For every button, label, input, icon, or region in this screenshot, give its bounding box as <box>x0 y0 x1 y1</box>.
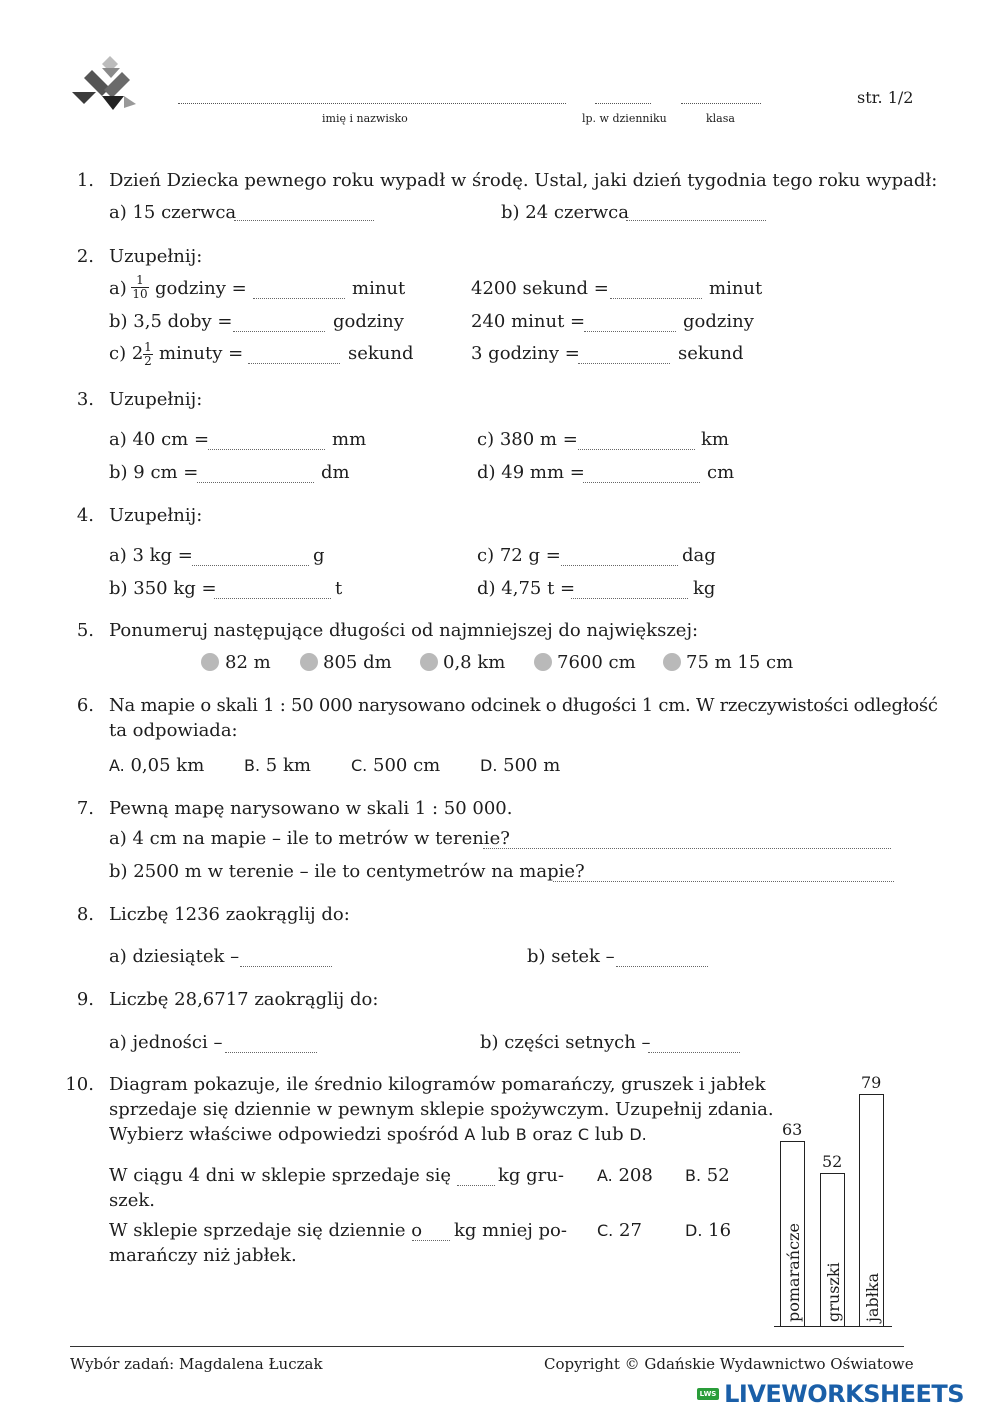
q5-order-circle-1[interactable] <box>201 653 219 671</box>
q6-option-c-text: 500 cm <box>373 755 441 776</box>
q10-s2-start: W sklepie sprzedaje się dziennie o <box>109 1220 423 1241</box>
q10-text3-lub2: lub <box>594 1124 624 1145</box>
lws-mark-icon: LWS <box>697 1388 719 1400</box>
q5-order-circle-3[interactable] <box>420 653 438 671</box>
q2-a-frac-num: 1 <box>131 274 149 288</box>
q2-c-fraction <box>143 341 153 368</box>
q5-order-circle-5[interactable] <box>663 653 681 671</box>
q10-option-a[interactable] <box>597 1165 653 1187</box>
q2-number: 2. <box>76 246 94 267</box>
q4-d-label: d) 4,75 t = <box>477 578 576 599</box>
q8-text: Liczbę 1236 zaokrąglij do: <box>109 904 350 925</box>
q2-r2-answer[interactable] <box>584 313 676 332</box>
q10-text-line2: sprzedaje się dziennie w pewnym sklepie spożywczym. Uzupełnij zdania. <box>109 1099 774 1120</box>
q5-order-circle-4[interactable] <box>534 653 552 671</box>
q6-option-d-letter: D. <box>480 756 498 775</box>
q2-c-frac-den: 2 <box>144 354 152 368</box>
q4-a-unit: g <box>313 545 325 566</box>
q2-c-frac-num: 1 <box>144 340 152 354</box>
q10-text3-C: C <box>577 1125 589 1144</box>
q9-b-label: b) części setnych – <box>480 1032 651 1053</box>
q10-text-line1: Diagram pokazuje, ile średnio kilogramów pomarańczy, gruszek i jabłek <box>109 1074 766 1095</box>
q4-a-label: a) 3 kg = <box>109 545 193 566</box>
q1-number: 1. <box>76 170 94 191</box>
q3-d-unit: cm <box>707 462 735 483</box>
q10-option-c[interactable] <box>597 1220 642 1242</box>
q3-a-unit: mm <box>332 429 367 450</box>
chart-category-label-2: gruszki <box>824 1262 843 1322</box>
q5-item-5: 75 m 15 cm <box>686 652 794 673</box>
q2-r3-answer[interactable] <box>578 345 670 364</box>
q6-option-c-letter: C. <box>351 756 368 775</box>
q1-text: Dzień Dziecka pewnego roku wypadł w środę. Ustal, jaki dzień tygodnia tego roku wypadł: <box>109 170 938 191</box>
chart-value-label-2: 52 <box>822 1152 843 1171</box>
q10-s2-answer[interactable] <box>412 1222 450 1241</box>
fruit-bar-chart <box>770 1070 900 1335</box>
q10-text3-a: Wybierz właściwe odpowiedzi spośród <box>109 1124 459 1145</box>
name-caption: imię i nazwisko <box>322 112 408 125</box>
q10-text3-oraz: oraz <box>532 1124 573 1145</box>
q4-number: 4. <box>76 505 94 526</box>
q10-s1-start: W ciągu 4 dni w sklepie sprzedaje się <box>109 1165 452 1186</box>
q2-r2-label: 240 minut = <box>471 311 586 332</box>
q5-item-3: 0,8 km <box>443 652 506 673</box>
q4-text: Uzupełnij: <box>109 505 203 526</box>
q3-d-label: d) 49 mm = <box>477 462 585 483</box>
q10-text-line3 <box>109 1124 647 1146</box>
q4-d-answer[interactable] <box>571 580 688 599</box>
q5-order-circle-2[interactable] <box>300 653 318 671</box>
q6-option-d[interactable] <box>480 755 560 777</box>
q3-d-answer[interactable] <box>583 464 700 483</box>
publisher-logo <box>72 56 138 112</box>
q10-option-b[interactable] <box>685 1165 730 1187</box>
q5-item-2: 805 dm <box>323 652 392 673</box>
q4-b-label: b) 350 kg = <box>109 578 217 599</box>
lp-line[interactable] <box>595 103 651 104</box>
q2-c-suffix: minuty = <box>159 343 244 364</box>
q10-text3-B: B <box>515 1125 527 1144</box>
q7-number: 7. <box>76 798 94 819</box>
q2-b-unit: godziny <box>333 311 404 332</box>
q3-b-unit: dm <box>321 462 350 483</box>
chart-category-label-3: jabłka <box>863 1272 882 1322</box>
q10-option-d[interactable] <box>685 1220 731 1242</box>
liveworksheets-text: LIVEWORKSHEETS <box>724 1380 965 1408</box>
q6-option-b-text: 5 km <box>265 755 311 776</box>
q6-option-c[interactable] <box>351 755 440 777</box>
q6-option-d-text: 500 m <box>503 755 561 776</box>
q9-a-answer[interactable] <box>225 1034 317 1053</box>
q2-r3-unit: sekund <box>678 343 744 364</box>
chart-baseline <box>774 1326 892 1327</box>
q2-b-label: b) 3,5 doby = <box>109 311 233 332</box>
q6-option-a[interactable] <box>109 755 204 777</box>
q3-number: 3. <box>76 389 94 410</box>
q9-number: 9. <box>76 989 94 1010</box>
q7-text: Pewną mapę narysowano w skali 1 : 50 000. <box>109 798 513 819</box>
q1-b-answer[interactable] <box>626 202 766 221</box>
q10-text3-lub1: lub <box>481 1124 510 1145</box>
q2-c-answer[interactable] <box>248 345 340 364</box>
q9-text: Liczbę 28,6717 zaokrąglij do: <box>109 989 379 1010</box>
footer-rule <box>70 1346 904 1347</box>
q1-a-label: a) 15 czerwca <box>109 202 237 223</box>
q10-option-d-text: 16 <box>708 1220 732 1241</box>
q7-b-answer[interactable] <box>553 863 894 882</box>
q10-text3-A: A <box>464 1125 476 1144</box>
q8-a-answer[interactable] <box>240 948 332 967</box>
q9-a-label: a) jedności – <box>109 1032 223 1053</box>
chart-category-label-1: pomarańcze <box>784 1223 803 1322</box>
q3-c-answer[interactable] <box>578 431 695 450</box>
q3-b-answer[interactable] <box>197 464 314 483</box>
q4-a-answer[interactable] <box>192 547 309 566</box>
q3-text: Uzupełnij: <box>109 389 203 410</box>
q7-a-label: a) 4 cm na mapie – ile to metrów w terenie? <box>109 828 510 849</box>
q6-number: 6. <box>76 695 94 716</box>
q2-a-fraction <box>131 274 149 301</box>
q3-a-label: a) 40 cm = <box>109 429 210 450</box>
q6-option-a-text: 0,05 km <box>130 755 205 776</box>
q10-option-c-text: 27 <box>619 1220 642 1241</box>
q2-r1-unit: minut <box>709 278 763 299</box>
q2-c-unit: sekund <box>348 343 414 364</box>
q2-r1-label: 4200 sekund = <box>471 278 609 299</box>
q3-a-answer[interactable] <box>208 431 325 450</box>
footer-copyright: Copyright © Gdańskie Wydawnictwo Oświatowe <box>544 1355 914 1373</box>
class-caption: klasa <box>706 112 735 125</box>
q10-option-a-text: 208 <box>618 1165 653 1186</box>
q3-c-unit: km <box>701 429 729 450</box>
q2-r3-label: 3 godziny = <box>471 343 580 364</box>
q5-item-4: 7600 cm <box>557 652 636 673</box>
q10-s2-cont: marańczy niż jabłek. <box>109 1245 297 1266</box>
q10-number: 10. <box>65 1074 94 1095</box>
class-line[interactable] <box>681 103 761 104</box>
q4-b-unit: t <box>335 578 343 599</box>
q8-number: 8. <box>76 904 94 925</box>
q1-b-label: b) 24 czerwca <box>501 202 629 223</box>
q10-s1-answer[interactable] <box>457 1167 495 1186</box>
q8-b-label: b) setek – <box>527 946 615 967</box>
q2-a-frac-den: 10 <box>132 287 148 301</box>
q6-text-line1: Na mapie o skali 1 : 50 000 narysowano odcinek o długości 1 cm. W rzeczywistości odległość <box>109 695 938 716</box>
q2-c-prefix: c) 2 <box>109 343 144 364</box>
q10-s1-end: kg gru- <box>498 1165 564 1186</box>
q4-c-label: c) 72 g = <box>477 545 561 566</box>
q10-option-b-text: 52 <box>706 1165 730 1186</box>
q10-option-a-letter: A. <box>597 1166 613 1185</box>
q2-a-prefix: a) <box>109 278 127 299</box>
q2-a-answer[interactable] <box>253 280 345 299</box>
q2-r2-unit: godziny <box>683 311 754 332</box>
q3-b-label: b) 9 cm = <box>109 462 199 483</box>
q8-a-label: a) dziesiątek – <box>109 946 240 967</box>
q10-text3-D: D. <box>629 1125 647 1144</box>
q2-a-suffix: godziny = <box>155 278 247 299</box>
q5-item-1: 82 m <box>225 652 271 673</box>
chart-value-label-1: 63 <box>782 1120 803 1139</box>
chart-value-label-3: 79 <box>861 1073 882 1092</box>
q3-c-label: c) 380 m = <box>477 429 578 450</box>
q4-d-unit: kg <box>693 578 716 599</box>
q6-option-b[interactable] <box>244 755 311 777</box>
q6-option-b-letter: B. <box>244 756 261 775</box>
q7-a-answer[interactable] <box>483 830 891 849</box>
q5-number: 5. <box>76 620 94 641</box>
q10-s1-cont: szek. <box>109 1190 156 1211</box>
page-number: str. 1/2 <box>857 88 914 107</box>
q2-r1-answer[interactable] <box>610 280 702 299</box>
q2-a-unit: minut <box>352 278 406 299</box>
q10-option-b-letter: B. <box>685 1166 702 1185</box>
footer-author: Wybór zadań: Magdalena Łuczak <box>70 1355 323 1373</box>
q8-b-answer[interactable] <box>616 948 708 967</box>
q6-text-line2: ta odpowiada: <box>109 720 238 741</box>
lp-caption: lp. w dzienniku <box>582 112 667 125</box>
liveworksheets-logo <box>697 1380 964 1408</box>
q4-b-answer[interactable] <box>214 580 331 599</box>
q10-s2-end: kg mniej po- <box>454 1220 567 1241</box>
q2-text: Uzupełnij: <box>109 246 203 267</box>
q4-c-answer[interactable] <box>561 547 678 566</box>
q10-option-d-letter: D. <box>685 1221 703 1240</box>
q1-a-answer[interactable] <box>234 202 374 221</box>
q4-c-unit: dag <box>682 545 716 566</box>
q6-option-a-letter: A. <box>109 756 125 775</box>
q7-b-label: b) 2500 m w terenie – ile to centymetrów na mapie? <box>109 861 585 882</box>
q5-text: Ponumeruj następujące długości od najmniejszej do największej: <box>109 620 699 641</box>
q2-b-answer[interactable] <box>233 313 325 332</box>
q10-option-c-letter: C. <box>597 1221 614 1240</box>
q9-b-answer[interactable] <box>648 1034 740 1053</box>
name-line[interactable] <box>178 103 566 104</box>
